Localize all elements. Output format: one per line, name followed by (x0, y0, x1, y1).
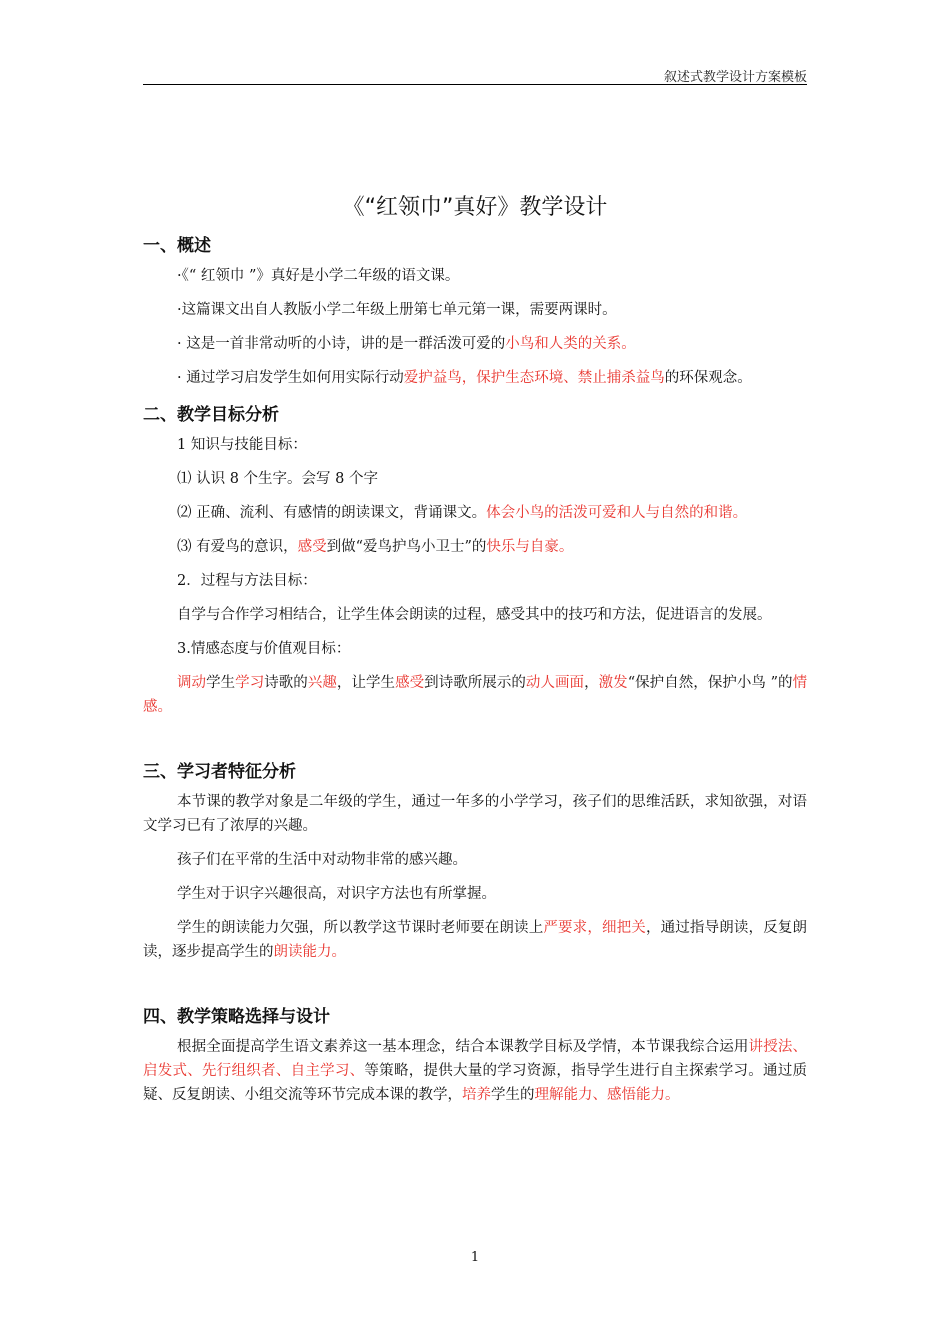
highlighted-text: 激发 (598, 675, 628, 691)
paragraph (143, 916, 807, 964)
text-run: ·《“ 红领巾 ”》真好是小学二年级的语文课。 (177, 268, 460, 284)
text-run: ⑶ 有爱鸟的意识， (177, 539, 298, 555)
text-run: 学生对于识字兴趣很高，对识字方法也有所掌握。 (177, 886, 496, 902)
paragraph (143, 1035, 807, 1107)
text-run: · 通过学习启发学生如何用实际行动 (177, 370, 404, 386)
paragraph (143, 637, 807, 661)
section-spacer (143, 729, 807, 751)
paragraph (143, 535, 807, 559)
highlighted-text: 调动 (177, 675, 207, 691)
paragraph (143, 298, 807, 322)
paragraph (143, 501, 807, 525)
paragraph (143, 467, 807, 491)
paragraph (143, 790, 807, 838)
paragraph (143, 332, 807, 356)
highlighted-text: 理解能力、感悟能力。 (534, 1087, 680, 1103)
paragraph (143, 433, 807, 457)
page-number: 1 (470, 1250, 480, 1265)
text-run: · 这是一首非常动听的小诗，讲的是一群活泼可爱的 (177, 336, 506, 352)
document-body (143, 190, 807, 1117)
highlighted-text: 情感。 (143, 675, 808, 715)
highlighted-text: 感受 (297, 539, 327, 555)
section-heading: 二、教学目标分析 (143, 405, 279, 425)
section-spacer (143, 974, 807, 996)
highlighted-text: 讲授法、启发式、先行组织者、自主学习、 (143, 1039, 808, 1079)
highlighted-text: 严要求，细把关 (543, 920, 646, 936)
text-run: 学生的朗读能力欠强，所以教学这节课时老师要在朗读上 (177, 920, 544, 936)
text-run: 2．过程与方法目标： (177, 573, 317, 589)
highlighted-text: 兴趣 (307, 675, 337, 691)
document-title: 《“红领巾”真好》教学设计 (342, 195, 608, 220)
highlighted-text: 朗读能力。 (273, 944, 346, 960)
text-run: 孩子们在平常的生活中对动物非常的感兴趣。 (177, 852, 467, 868)
text-run: ⑵ 正确、流利、有感情的朗读课文，背诵课文。 (177, 505, 487, 521)
text-run: ⑴ 认识 8 个生字。会写 8 个字 (177, 471, 378, 487)
header-rule (143, 84, 807, 85)
section-heading: 四、教学策略选择与设计 (143, 1007, 330, 1027)
highlighted-text: 爱护益鸟，保护生态环境、禁止捕杀益鸟 (403, 370, 665, 386)
highlighted-text: 体会小鸟的活泼可爱和人与自然的和谐。 (486, 505, 748, 521)
paragraph (143, 569, 807, 593)
highlighted-text: 小鸟和人类的关系。 (505, 336, 636, 352)
highlighted-text: 学习 (235, 675, 265, 691)
text-run: “保护自然，保护小鸟 ”的 (627, 675, 793, 691)
highlighted-text: 快乐与自豪。 (486, 539, 574, 555)
sections-container (143, 231, 807, 1107)
text-run: ， (584, 675, 599, 691)
section-heading: 三、学习者特征分析 (143, 762, 296, 782)
paragraph (143, 264, 807, 288)
section-heading: 一、概述 (143, 236, 211, 256)
text-run: 学生 (206, 675, 236, 691)
highlighted-text: 动人画面 (525, 675, 585, 691)
text-run: ，通过指导朗读，反复朗读，逐步提高学生的 (143, 920, 808, 960)
text-run: 根据全面提高学生语文素养这一基本理念，结合本课教学目标及学情，本节课我综合运用 (177, 1039, 749, 1055)
text-run: ·这篇课文出自人教版小学二年级上册第七单元第一课，需要两课时。 (177, 302, 617, 318)
highlighted-text: 培养 (462, 1087, 491, 1103)
paragraph (143, 848, 807, 872)
paragraph (143, 366, 807, 390)
text-run: 3.情感态度与价值观目标： (177, 641, 351, 657)
text-run: 的环保观念。 (664, 370, 752, 386)
text-run: 学生的 (491, 1087, 535, 1103)
paragraph (143, 882, 807, 906)
text-run: 自学与合作学习相结合，让学生体会朗读的过程，感受其中的技巧和方法，促进语言的发展。 (177, 607, 772, 623)
text-run: 诗歌的 (264, 675, 308, 691)
paragraph (143, 671, 807, 719)
paragraph (143, 603, 807, 627)
text-run: 到做“爱鸟护鸟小卫士”的 (326, 539, 487, 555)
text-run: 1 知识与技能目标： (177, 437, 307, 453)
text-run: ，让学生 (336, 675, 396, 691)
highlighted-text: 感受 (395, 675, 425, 691)
page-header-text: 叙述式教学设计方案模板 (663, 70, 807, 85)
text-run: 本节课的教学对象是二年级的学生，通过一年多的小学学习，孩子们的思维活跃，求知欲强，对语文学习已有了浓厚的兴趣。 (143, 794, 807, 834)
text-run: 到诗歌所展示的 (424, 675, 526, 691)
text-run: 等策略，提供大量的学习资源，指导学生进行自主探索学习。通过质疑、反复朗读、小组交流等环节完成本课的教学， (143, 1063, 807, 1103)
